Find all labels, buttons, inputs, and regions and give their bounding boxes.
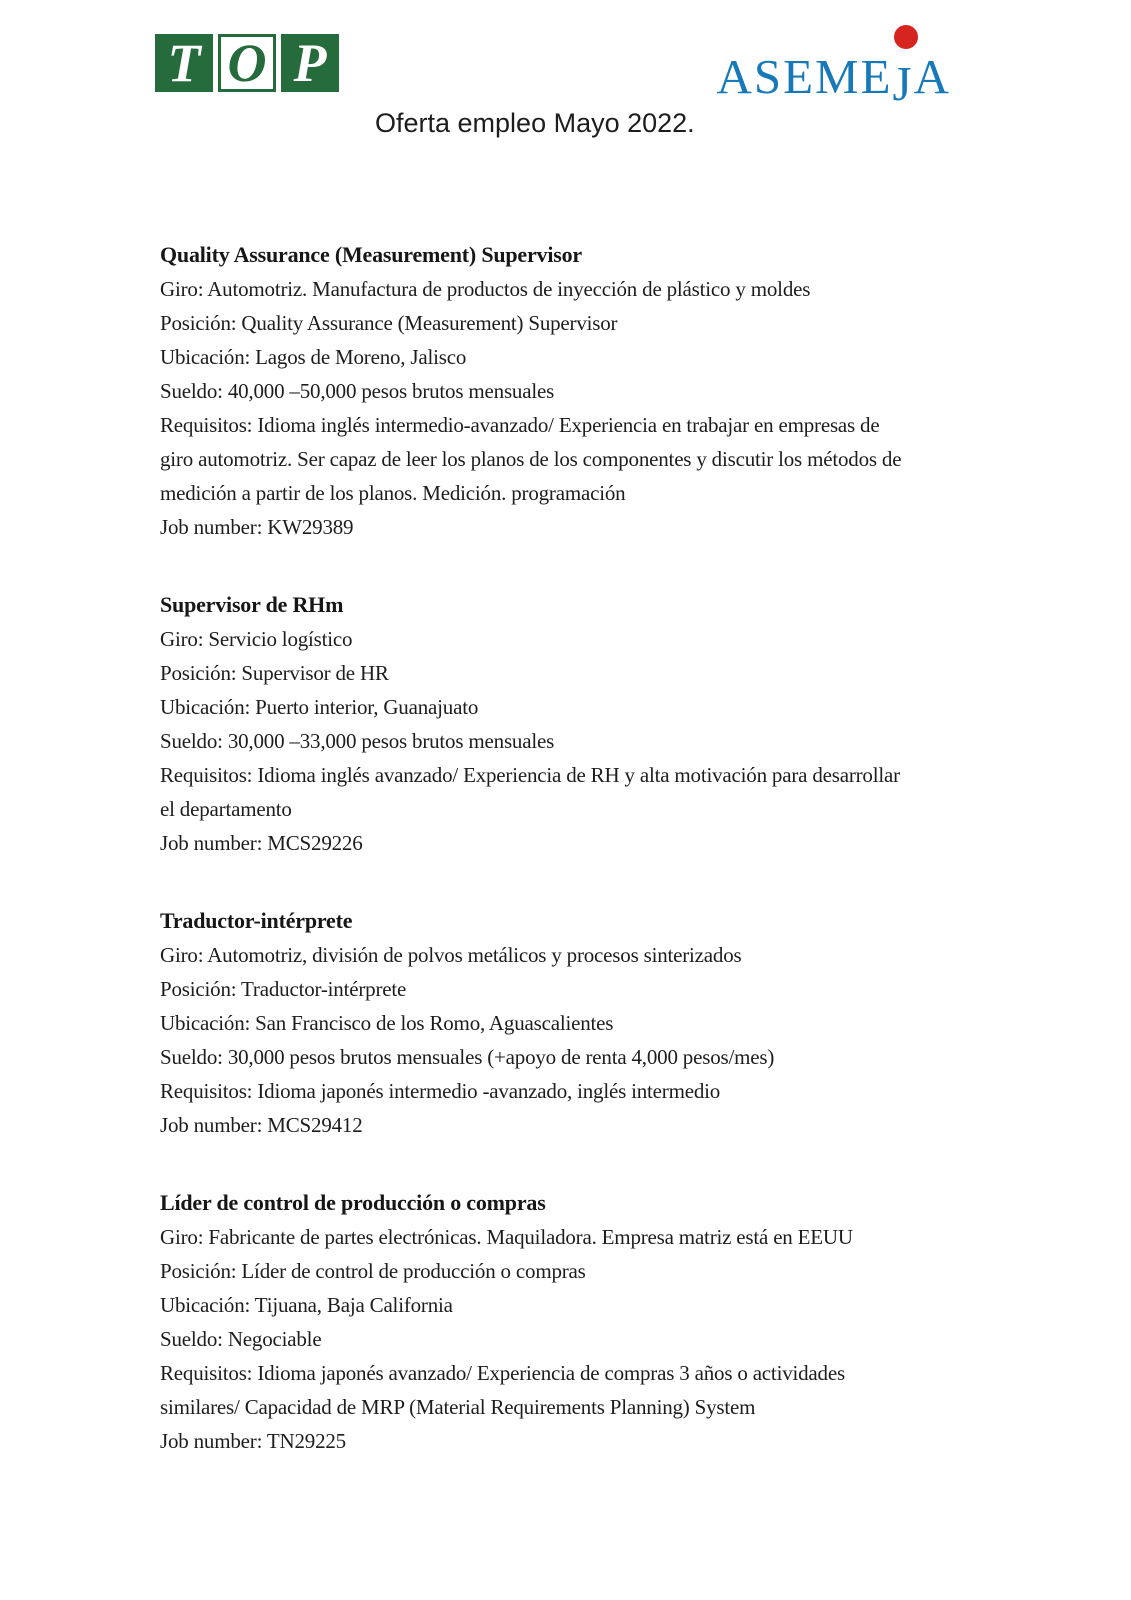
job-detail-line: Job number: TN29225 — [160, 1429, 346, 1453]
asemeja-red-dot-icon — [894, 25, 918, 49]
asemeja-logo-text-suffix: A — [913, 49, 951, 104]
job-detail-line: Ubicación: Lagos de Moreno, Jalisco — [160, 345, 467, 369]
job-detail-line: Giro: Automotriz, división de polvos metálicos y procesos sinterizados — [160, 943, 742, 967]
top-logo — [155, 34, 339, 92]
job-section — [160, 1186, 981, 1458]
job-list — [160, 238, 981, 1458]
job-detail-line: el departamento — [160, 797, 292, 821]
job-detail-line: Requisitos: Idioma japonés intermedio -avanzado, inglés intermedio — [160, 1079, 721, 1103]
job-detail-line: Requisitos: Idioma inglés avanzado/ Experiencia de RH y alta motivación para desarrollar — [160, 763, 900, 787]
job-detail-line: Sueldo: 30,000 pesos brutos mensuales (+apoyo de renta 4,000 pesos/mes) — [160, 1045, 775, 1069]
asemeja-logo-j: J — [893, 52, 914, 101]
job-detail-line: Job number: MCS29412 — [160, 1113, 363, 1137]
job-detail-line: Job number: KW29389 — [160, 515, 354, 539]
job-detail-line: Posición: Líder de control de producción o compras — [160, 1259, 586, 1283]
job-detail-line: Ubicación: San Francisco de los Romo, Aguascalientes — [160, 1011, 614, 1035]
asemeja-logo-text-prefix: ASEME — [716, 49, 893, 104]
top-logo-letter-p: P — [281, 34, 339, 92]
job-title: Supervisor de RHm — [160, 592, 344, 617]
job-detail-line: Posición: Traductor-intérprete — [160, 977, 407, 1001]
job-section — [160, 238, 981, 544]
job-detail-line: Giro: Fabricante de partes electrónicas. Maquiladora. Empresa matriz está en EEUU — [160, 1225, 853, 1249]
job-detail-line: medición a partir de los planos. Medición. programación — [160, 481, 626, 505]
job-section — [160, 588, 981, 860]
document-title: Oferta empleo Mayo 2022. — [375, 108, 695, 138]
job-detail-line: Job number: MCS29226 — [160, 831, 363, 855]
job-detail-line: Requisitos: Idioma inglés intermedio-avanzado/ Experiencia en trabajar en empresas de — [160, 413, 880, 437]
job-detail-line: Giro: Servicio logístico — [160, 627, 353, 651]
job-title: Quality Assurance (Measurement) Supervisor — [160, 242, 582, 267]
job-detail-line: Sueldo: Negociable — [160, 1327, 322, 1351]
job-title: Líder de control de producción o compras — [160, 1190, 546, 1215]
page-header — [155, 33, 951, 111]
job-detail-line: Posición: Supervisor de HR — [160, 661, 389, 685]
top-logo-letter-o: O — [218, 34, 276, 92]
job-detail-line: Sueldo: 40,000 –50,000 pesos brutos mensuales — [160, 379, 555, 403]
top-logo-letter-t: T — [155, 34, 213, 92]
job-section — [160, 904, 981, 1142]
job-detail-line: similares/ Capacidad de MRP (Material Requirements Planning) System — [160, 1395, 756, 1419]
job-detail-line: Requisitos: Idioma japonés avanzado/ Experiencia de compras 3 años o actividades — [160, 1361, 845, 1385]
job-detail-line: Posición: Quality Assurance (Measurement) Supervisor — [160, 311, 618, 335]
job-detail-line: Ubicación: Tijuana, Baja California — [160, 1293, 453, 1317]
job-detail-line: Ubicación: Puerto interior, Guanajuato — [160, 695, 479, 719]
job-title: Traductor-intérprete — [160, 908, 353, 933]
job-detail-line: giro automotriz. Ser capaz de leer los planos de los componentes y discutir los métodos de — [160, 447, 902, 471]
job-detail-line: Sueldo: 30,000 –33,000 pesos brutos mensuales — [160, 729, 555, 753]
job-detail-line: Giro: Automotriz. Manufactura de productos de inyección de plástico y moldes — [160, 277, 811, 301]
asemeja-logo — [716, 49, 951, 111]
